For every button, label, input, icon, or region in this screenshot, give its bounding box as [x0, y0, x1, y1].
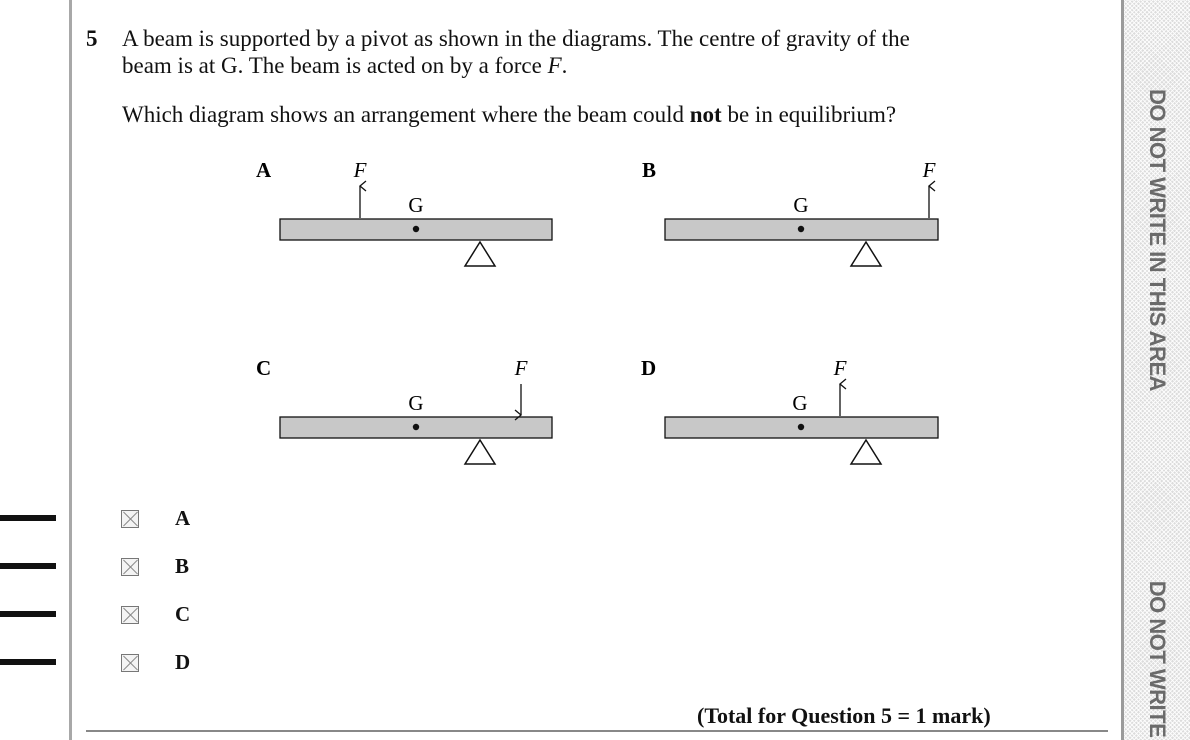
question-total-marks: (Total for Question 5 = 1 mark) [697, 703, 991, 728]
answer-checkbox[interactable] [121, 654, 139, 672]
pivot-triangle [465, 440, 495, 464]
question-number: 5 [86, 26, 98, 51]
diagram-d [641, 356, 938, 464]
do-not-write-label: DO NOT WRITE [1145, 580, 1170, 738]
diagram-a [256, 158, 552, 266]
force-label: F [922, 158, 936, 182]
centre-of-gravity-dot [413, 226, 419, 232]
option-label: D [175, 650, 191, 674]
centre-of-gravity-dot [798, 226, 804, 232]
g-label: G [408, 193, 424, 217]
centre-of-gravity-dot [798, 424, 804, 430]
pivot-triangle [465, 242, 495, 266]
diagram-letter: B [642, 158, 657, 182]
diagram-letter: D [641, 356, 657, 380]
diagram-letter: A [256, 158, 272, 182]
diagram-letter: C [256, 356, 272, 380]
force-label: F [514, 356, 528, 380]
force-label: F [353, 158, 367, 182]
centre-of-gravity-dot [413, 424, 419, 430]
answer-checkbox[interactable] [121, 606, 139, 624]
force-label: F [833, 356, 847, 380]
question-text-line2: beam is at G. The beam is acted on by a force F. [122, 53, 568, 78]
do-not-write-label: DO NOT WRITE IN THIS AREA [1145, 88, 1170, 392]
question-text-line1: A beam is supported by a pivot as shown in the diagrams. The centre of gravity of the [122, 26, 910, 51]
g-label: G [793, 193, 809, 217]
answer-checkbox[interactable] [121, 558, 139, 576]
pivot-triangle [851, 440, 881, 464]
diagram-b [642, 158, 938, 266]
g-label: G [408, 391, 424, 415]
question-prompt: Which diagram shows an arrangement where the beam could not be in equilibrium? [122, 102, 897, 127]
option-label: B [175, 554, 190, 578]
g-label: G [792, 391, 808, 415]
option-label: C [175, 602, 191, 626]
diagram-c [256, 356, 552, 464]
bottom-rule [86, 730, 1108, 732]
answer-checkbox[interactable] [121, 510, 139, 528]
pivot-triangle [851, 242, 881, 266]
option-label: A [175, 506, 191, 530]
